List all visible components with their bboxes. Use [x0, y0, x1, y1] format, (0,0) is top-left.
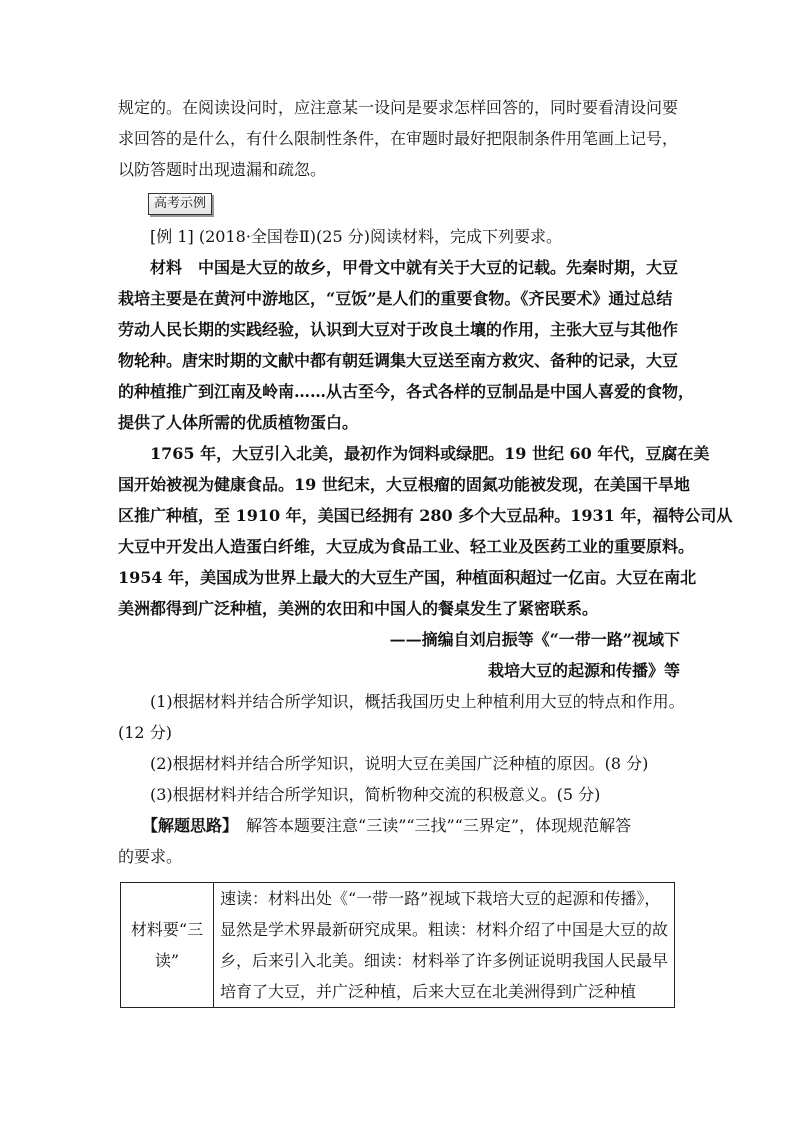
example-source: (2018·全国卷Ⅱ)(25 分)阅读材料，完成下列要求。 [198, 227, 562, 246]
material-line: 1954 年，美国成为世界上最大的大豆生产国，种植面积超过一亿亩。大豆在南北 [118, 568, 697, 587]
solution-paragraph [118, 810, 680, 872]
material-line: 国开始被视为健康食品。19 世纪末，大豆根瘤的固氮功能被发现，在美国干旱地 [118, 475, 690, 494]
solution-text: 解答本题要注意“三读”“三找”“三界定”，体现规范解答 [230, 816, 632, 835]
material-line: 栽培主要是在黄河中游地区，“豆饭”是人们的重要食物。《齐民要术》通过总结 [118, 289, 673, 308]
solution-label: 【解题思路】 [142, 816, 231, 835]
material-line: 美洲都得到广泛种植，美洲的农田和中国人的餐桌发生了紧密联系。 [118, 599, 599, 618]
intro-paragraph [118, 92, 680, 185]
material-line: 1765 年，大豆引入北美，最初作为饲料或绿肥。19 世纪 60 年代，豆腐在美 [150, 444, 710, 463]
material-line: 劳动人民长期的实践经验，认识到大豆对于改良土壤的作用，主张大豆与其他作 [118, 320, 679, 339]
material-citation [118, 624, 680, 686]
table-head-cell [121, 883, 214, 1008]
table-body-line: 速读：材料出处《“一带一路”视域下栽培大豆的起源和传播》， [219, 889, 661, 908]
table-body-line: 显然是学术界最新研究成果。粗读：材料介绍了中国是大豆的故 [219, 920, 668, 939]
material-line: 材料 中国是大豆的故乡，甲骨文中就有关于大豆的记载。先秦时期，大豆 [150, 258, 679, 277]
intro-line: 以防答题时出现遗漏和疏忽。 [118, 160, 327, 179]
citation-line: 栽培大豆的起源和传播》等 [487, 661, 680, 680]
question-3: (3)根据材料并结合所学知识，简析物种交流的积极意义。(5 分) [150, 785, 601, 804]
question-1: (1)根据材料并结合所学知识，概括我国历史上种植利用大豆的特点和作用。 [150, 692, 685, 711]
questions [118, 686, 685, 810]
table-body-cell [213, 883, 674, 1008]
question-2: (2)根据材料并结合所学知识，说明大豆在美国广泛种植的原因。(8 分) [150, 754, 649, 773]
analysis-table [120, 882, 675, 1008]
page-body [118, 92, 733, 872]
material-line: 提供了人体所需的优质植物蛋白。 [118, 413, 359, 432]
table-head-line: 材料要“三 [130, 920, 204, 939]
table-head-line: 读” [154, 951, 180, 970]
solution-line: 的要求。 [118, 847, 183, 866]
table-row [121, 883, 675, 1008]
example-label: [例 1] [150, 227, 194, 246]
material-line: 区推广种植，至 1910 年，美国已经拥有 280 多个大豆品种。1931 年，福特公司从 [118, 506, 733, 525]
material-line: 的种植推广到江南及岭南……从古至今，各式各样的豆制品是中国人喜爱的食物， [118, 382, 695, 401]
material-paragraph-2 [118, 438, 733, 624]
intro-line: 规定的。在阅读设问时，应注意某一设问是要求怎样回答的，同时要看清设问要 [118, 98, 679, 117]
material-line: 大豆中开发出人造蛋白纤维，大豆成为食品工业、轻工业及医药工业的重要原料。 [118, 537, 695, 556]
material-paragraph-1 [118, 252, 695, 438]
example-heading [118, 221, 680, 252]
intro-line: 求回答的是什么，有什么限制性条件，在审题时最好把限制条件用笔画上记号， [118, 129, 679, 148]
citation-line: ——摘编自刘启振等《“一带一路”视域下 [389, 630, 680, 649]
table-body-line: 培育了大豆，并广泛种植，后来大豆在北美洲得到广泛种植 [219, 982, 636, 1001]
gaokao-example-badge: 高考示例 [148, 193, 212, 215]
solution-line [118, 810, 680, 841]
material-line: 物轮种。唐宋时期的文献中都有朝廷调集大豆送至南方救灾、备种的记录，大豆 [118, 351, 679, 370]
table-body-line: 乡，后来引入北美。细读：材料举了许多例证说明我国人民最早 [219, 951, 668, 970]
question-1-score: (12 分) [118, 723, 172, 742]
badge-row [118, 185, 680, 221]
